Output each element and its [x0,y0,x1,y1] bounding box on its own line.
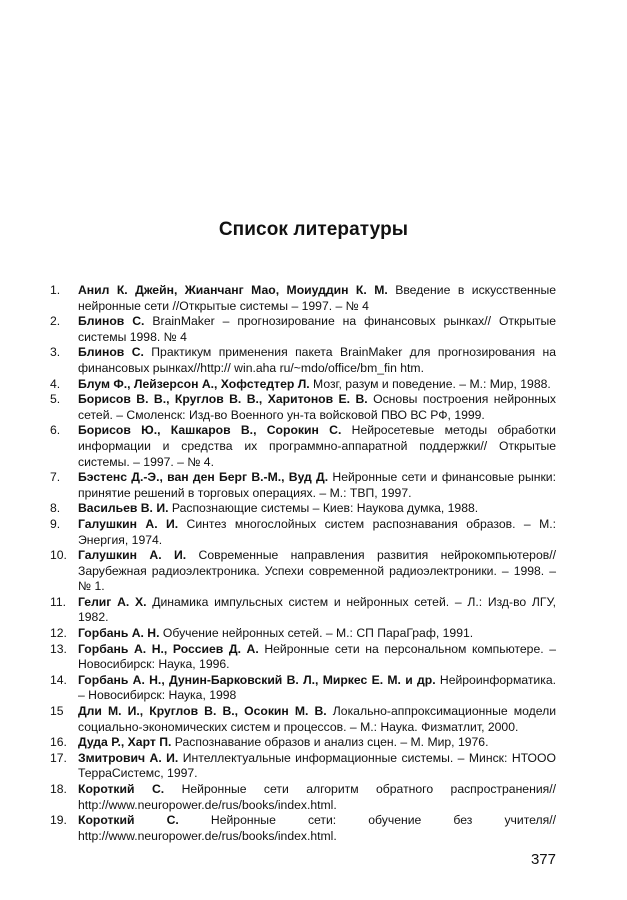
reference-number: 15 [50,704,64,719]
reference-item [50,392,556,423]
reference-authors: Анил К. Джейн, Жианчанг Мао, Моиуддин К. М. [78,283,388,297]
reference-number: 13. [50,641,67,656]
reference-number: 7. [50,470,61,485]
reference-item [50,704,556,735]
reference-item [50,751,556,782]
reference-text [78,595,556,626]
reference-text [78,548,556,595]
reference-number: 2. [50,314,61,329]
reference-text [78,673,556,704]
reference-item [50,377,556,393]
reference-number: 17. [50,750,67,765]
reference-body: Синтез многослойных систем распознавания образов. – М.: Энергия, 1974. [78,516,556,547]
reference-authors: Блинов С. [78,345,144,360]
reference-body: Мозг, разум и поведение. – М.: Мир, 1988. [309,376,551,391]
reference-authors: Дли М. И., Круглов В. В., Осокин М. В. [78,704,327,719]
reference-authors: Горбань А. Н., Россиев Д. А. [78,641,259,656]
reference-number: 18. [50,782,67,796]
reference-authors: Змитрович А. И. [78,750,179,765]
reference-text [78,392,556,423]
reference-item [50,673,556,704]
reference-text [78,782,556,813]
reference-authors: Горбань А. Н. [78,626,160,641]
page-title: Список литературы [218,219,409,240]
reference-item [50,517,556,548]
reference-text [78,626,556,642]
reference-text [78,423,556,470]
reference-body: Динамика импульсных систем и нейронных сетей. – Л.: Изд-во ЛГУ, 1982. [78,594,556,625]
reference-body: BrainMaker – прогнозирование на финансовых рынках// Открытые системы 1998. № 4 [78,314,556,344]
reference-item [50,345,556,376]
reference-body: Нейроинформатика. – Новосибирск: Наука, 1998 [78,672,556,703]
reference-text [78,517,556,548]
reference-body: Обучение нейронных сетей. – М.: СП ПараГраф, 1991. [159,626,474,641]
reference-authors: Горбань А. Н., Дунин-Барковский В. Л., Миркес Е. М. и др. [78,672,436,687]
reference-authors: Васильев В. И. [78,501,169,516]
reference-item [50,470,556,501]
reference-authors: Блинов С. [78,314,145,329]
reference-number: 5. [50,392,61,407]
reference-body: Распознавание образов и анализ сцен. – М. Мир, 1976. [171,735,489,750]
reference-number: 9. [50,516,61,531]
reference-text [78,704,556,735]
reference-body: Локально-аппроксимационные модели социально-экономических систем и процессов. – М.: Наука. Физматлит, 2000. [78,704,556,734]
reference-item [50,283,556,314]
reference-text [78,470,556,501]
reference-authors: Бэстенс Д.-Э., ван ден Берг В.-М., Вуд Д. [78,470,329,485]
reference-text [78,314,556,345]
reference-text [78,735,556,751]
reference-number: 12. [50,626,67,641]
reference-authors: Блум Ф., Лейзерсон А., Хофстедтер Л. [78,376,310,391]
reference-body: Нейросетевые методы обработки информации и средства их программно-аппаратной поддержки// Открытые системы. – 1997. – № 4. [78,423,556,469]
reference-text [78,642,556,673]
reference-authors: Короткий С. [78,813,179,828]
reference-item [50,595,556,626]
reference-item [50,642,556,673]
reference-item [50,423,556,470]
reference-item [50,501,556,517]
reference-number: 16. [50,735,67,750]
reference-list [50,283,556,844]
reference-item [50,314,556,345]
reference-number: 10. [50,548,67,563]
reference-item [50,626,556,642]
reference-authors: Дуда Р., Харт П. [78,735,172,750]
reference-text [78,813,556,844]
reference-text [78,345,556,376]
reference-number: 8. [50,501,61,516]
reference-body: Современные направления развития нейрокомпьютеров// Зарубежная радиоэлектроника. Успехи современной радиоэлектроники. – 1998. – № 1. [78,548,556,594]
reference-item [50,813,556,844]
reference-authors: Галушкин А. И. [78,548,187,563]
reference-body: Практикум применения пакета BrainMaker для прогнозирования на финансовых рынках//http:// win.aha ru/~mdo/office/bm_fin htm. [78,345,556,375]
reference-item [50,735,556,751]
reference-authors: Борисов Ю., Кашкаров В., Сорокин С. [78,423,342,438]
reference-body: Нейронные сети алгоритм обратного распространения// http://www.neuropower.de/rus/books/index.html. [78,782,556,812]
reference-text [78,501,556,517]
reference-number: 11. [50,594,67,609]
reference-item [50,548,556,595]
reference-number: 6. [50,423,61,438]
reference-number: 19. [50,813,67,828]
reference-body: Нейронные сети: обучение без учителя// http://www.neuropower.de/rus/books/index.html. [78,813,556,843]
reference-body: Нейронные сети на персональном компьютере. – Новосибирск: Наука, 1996. [78,641,556,672]
reference-item [50,782,556,813]
reference-authors: Гелиг А. Х. [78,594,147,609]
reference-text [78,751,556,782]
reference-number: 1. [50,283,61,297]
page-number: 377 [530,851,556,868]
reference-body: Интеллектуальные информационные системы. – Минск: НТООО ТерраСистемс, 1997. [78,750,556,781]
reference-text [78,377,556,393]
reference-authors: Борисов В. В., Круглов В. В., Харитонов Е. В. [78,392,368,407]
reference-body: Нейронные сети и финансовые рынки: принятие решений в торговых операциях. – М.: ТВП, 1997. [78,470,556,500]
reference-body: Основы построения нейронных сетей. – Смоленск: Изд-во Военного ун-та войсковой ПВО ВС РФ, 1999. [78,392,556,422]
reference-number: 14. [50,672,67,687]
reference-body: Распознающие системы – Киев: Наукова думка, 1988. [168,501,479,516]
reference-body: Введение в искусственные нейронные сети //Открытые системы – 1997. – № 4 [78,283,556,313]
reference-number: 3. [50,345,61,360]
reference-authors: Галушкин А. И. [78,516,179,531]
reference-number: 4. [50,376,61,391]
reference-authors: Короткий С. [78,782,165,796]
reference-text [78,283,556,314]
